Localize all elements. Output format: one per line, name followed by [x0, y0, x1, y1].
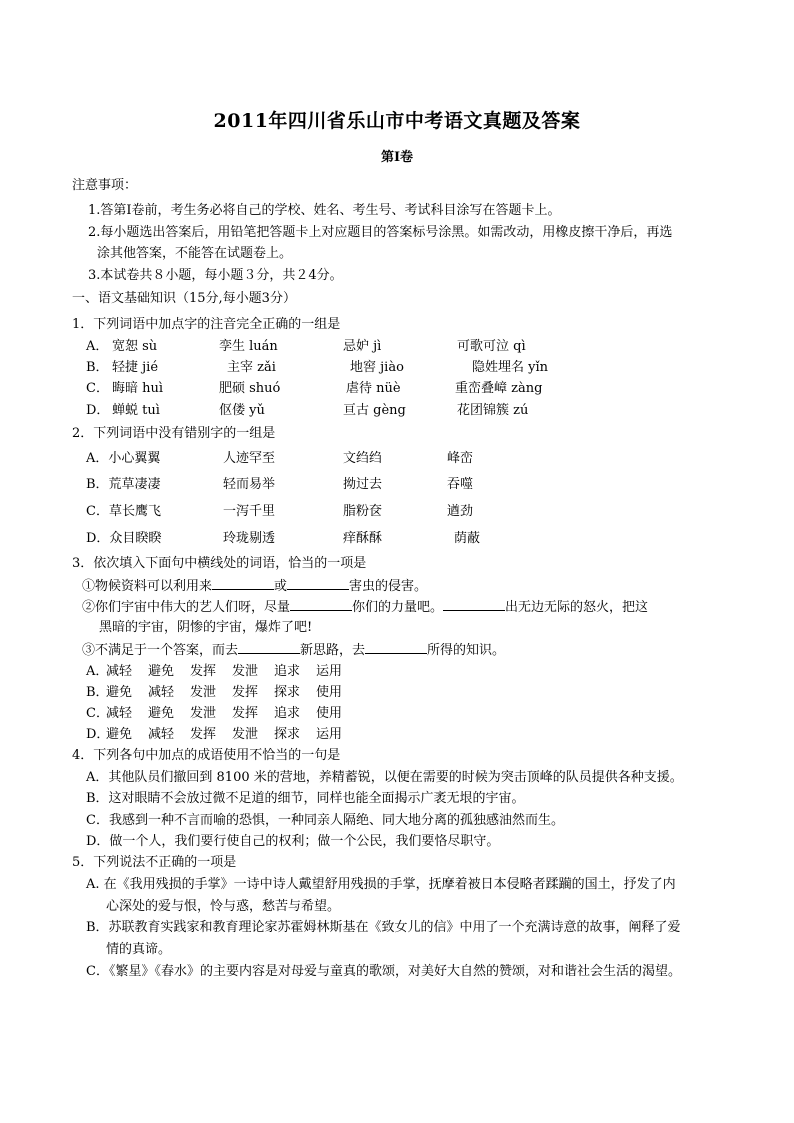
word-item: 忌妒 jì	[343, 339, 382, 354]
question-stem: 3．依次填入下面句中横线处的词语，恰当的一项是	[72, 556, 367, 571]
fill-blank	[443, 598, 505, 611]
notice-item: 2.每小题选出答案后，用铅笔把答题卡上对应题目的答案标号涂黑。如需改动，用橡皮擦干净后，再选	[88, 225, 673, 240]
word-item: C．草长鹰飞	[86, 504, 161, 519]
word-item: 避免	[148, 664, 175, 679]
fill-blank	[290, 598, 352, 611]
fill-blank	[287, 577, 349, 590]
word-item: 伛偻 yǔ	[219, 403, 265, 418]
word-item: 减轻	[106, 706, 133, 721]
sentence-1: ①物候资料可以利用来 或 害虫的侵害。	[82, 579, 428, 594]
page-title: 2011年四川省乐山市中考语文真题及答案	[213, 110, 581, 132]
section-title: 第Ⅰ卷	[380, 150, 414, 165]
word-item: 重峦叠嶂 zàng	[455, 381, 543, 396]
option-text: C．我感到一种不言而喻的恐惧，一种同亲人隔绝、同大地分离的孤独感油然而生。	[86, 813, 564, 828]
fill-blank	[365, 641, 427, 654]
word-item: 轻而易举	[223, 477, 276, 492]
option-text-cont: 心深处的爱与恨，怜与惑，愁苦与希望。	[106, 899, 341, 914]
word-item: 花团锦簇 zú	[457, 403, 529, 418]
option-letter: D．	[86, 403, 110, 418]
word-item: 亘古 gèng	[343, 403, 406, 418]
option-text-cont: 情的真谛。	[106, 942, 172, 957]
word-item: 地窖 jiào	[350, 360, 404, 375]
sentence-2: ②你们宇宙中伟大的艺人们呀，尽量 你们的力量吧。 出无边无际的怒火，把这	[82, 600, 649, 615]
option-letter: A．	[86, 339, 109, 354]
sentence-3: ③不满足于一个答案，而去 新思路，去 所得的知识。	[82, 643, 506, 658]
word-item: A．小心翼翼	[86, 451, 161, 466]
notice-item: 3.本试卷共８小题，每小题３分，共２4分。	[88, 268, 343, 283]
word-item: 虐待 nüè	[346, 381, 401, 396]
option-text: A. 在《我用残损的手掌》一诗中诗人戴望舒用残损的手掌，抚摩着被日本侵略者蹂躏的国土，抒发了内	[86, 877, 676, 892]
word-item: 痒酥酥	[343, 531, 383, 546]
notice-item: 1.答第Ⅰ卷前，考生务必将自己的学校、姓名、考生号、考试科目涂写在答题卡上。	[88, 203, 561, 218]
word-item: 隐姓埋名 yǐn	[472, 360, 549, 375]
word-item: 荫蔽	[454, 531, 481, 546]
part-heading: 一、语文基础知识（15分,每小题3分）	[72, 291, 296, 306]
word-item: 避免	[106, 685, 133, 700]
word-item: 肥硕 shuó	[219, 381, 281, 396]
option-text: B．苏联教育实践家和教育理论家苏霍姆林斯基在《致女儿的信》中用了一个充满诗意的故事，阐释了爱	[86, 920, 681, 935]
option-letter: B．	[86, 685, 109, 700]
word-item: 运用	[316, 664, 343, 679]
option-letter: A．	[86, 664, 109, 679]
word-item: 文绉绉	[343, 451, 383, 466]
word-item: 使用	[316, 685, 343, 700]
word-item: 孪生 luán	[219, 339, 278, 354]
notice-item: 涂其他答案，不能答在试题卷上。	[97, 246, 293, 261]
option-text: B．这对眼睛不会放过微不足道的细节，同样也能全面揭示广袤无垠的宇宙。	[86, 791, 525, 806]
word-item: 发挥	[232, 685, 259, 700]
word-item: 轻捷 jié	[112, 360, 159, 375]
word-item: D．众目睽睽	[86, 531, 162, 546]
word-item: 拗过去	[343, 477, 383, 492]
word-item: 减轻	[148, 685, 175, 700]
word-item: 峰峦	[447, 451, 474, 466]
word-item: 玲珑剔透	[223, 531, 276, 546]
word-item: 避免	[148, 706, 175, 721]
word-item: 使用	[316, 706, 343, 721]
fill-blank	[238, 641, 300, 654]
notice-label: 注意事项：	[72, 178, 138, 193]
question-stem: 4．下列各句中加点的成语使用不恰当的一句是	[72, 748, 341, 763]
word-item: 主宰 zǎi	[227, 360, 276, 375]
word-item: 一泻千里	[223, 504, 276, 519]
word-item: 蝉蜕 tuì	[112, 403, 160, 418]
option-letter: B．	[86, 360, 109, 375]
question-stem: 5．下列说法不正确的一项是	[72, 855, 237, 870]
option-text: A．其他队员们撤回到 8100 米的营地，养精蓄锐，以便在需要的时候为突击顶峰的队员提供各种支援。	[86, 770, 683, 785]
fill-blank	[212, 577, 274, 590]
option-letter: D．	[86, 727, 110, 742]
option-text: D．做一个人，我们要行使自己的权利；做一个公民，我们要恪尽职守。	[86, 834, 500, 849]
word-item: 发泄	[190, 685, 217, 700]
word-item: 发泄	[232, 727, 259, 742]
question-stem: 1．下列词语中加点字的注音完全正确的一组是	[72, 317, 341, 332]
word-item: 发泄	[232, 664, 259, 679]
word-item: 晦暗 huì	[112, 381, 164, 396]
word-item: 减轻	[106, 664, 133, 679]
word-item: 追求	[274, 706, 301, 721]
option-text: C．《繁星》《春水》的主要内容是对母爱与童真的歌颂，对美好大自然的赞颂，对和谐社会生活的渴望。	[86, 964, 681, 979]
word-item: 运用	[316, 727, 343, 742]
sentence-2-cont: 黑暗的宇宙，阴惨的宇宙，爆炸了吧!	[99, 620, 313, 635]
word-item: 减轻	[148, 727, 175, 742]
question-stem: 2．下列词语中没有错别字的一组是	[72, 426, 276, 441]
option-letter: C．	[86, 381, 109, 396]
word-item: 可歌可泣 qì	[457, 339, 526, 354]
word-item: 发挥	[232, 706, 259, 721]
word-item: 宽恕 sù	[112, 339, 158, 354]
word-item: 遒劲	[447, 504, 474, 519]
word-item: 脂粉奁	[343, 504, 383, 519]
word-item: B．荒草凄凄	[86, 477, 161, 492]
word-item: 探求	[274, 727, 301, 742]
word-item: 发挥	[190, 727, 217, 742]
word-item: 追求	[274, 664, 301, 679]
word-item: 发泄	[190, 706, 217, 721]
word-item: 探求	[274, 685, 301, 700]
option-letter: C．	[86, 706, 109, 721]
word-item: 避免	[106, 727, 133, 742]
word-item: 发挥	[190, 664, 217, 679]
word-item: 人迹罕至	[223, 451, 276, 466]
word-item: 吞噬	[447, 477, 474, 492]
